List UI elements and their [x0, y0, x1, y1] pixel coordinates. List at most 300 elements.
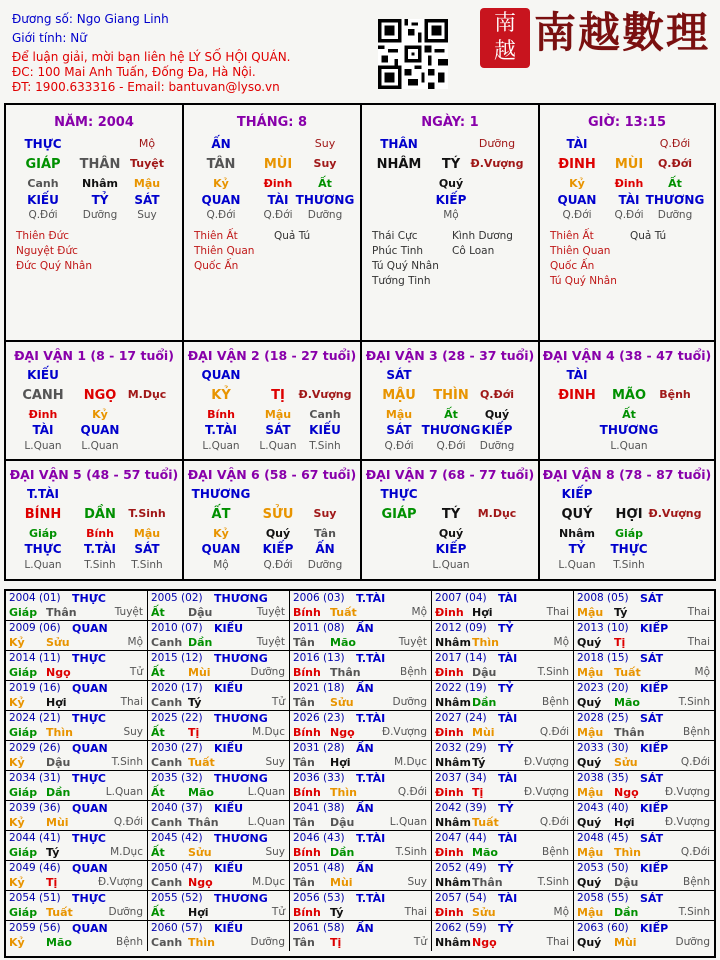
year-label: 2012 (09) [435, 622, 487, 634]
year-god: THƯƠNG [214, 652, 268, 665]
dai-van-hidden-stem: Quý [438, 527, 464, 540]
pillar-stage: Dưỡng [82, 209, 118, 221]
star-left: Đức Quý Nhân [16, 260, 92, 272]
year-stem: Đinh [435, 666, 464, 679]
year-stage: Suy [265, 846, 285, 858]
year-branch: Tị [330, 936, 342, 949]
year-branch: Thân [188, 816, 219, 829]
year-label: 2027 (24) [435, 712, 487, 724]
year-cell [290, 921, 432, 951]
year-god: T.TÀI [356, 712, 386, 725]
dai-van-hidden-stem: Giáp [614, 527, 644, 540]
year-label: 2024 (21) [9, 712, 61, 724]
year-stage: Suy [265, 756, 285, 768]
dai-van-god: KIẾU [27, 368, 59, 382]
year-stage: Bệnh [542, 696, 569, 708]
year-stem: Mậu [577, 726, 604, 739]
dai-van-hidden-god: KIẾP [481, 423, 513, 437]
year-label: 2057 (54) [435, 892, 487, 904]
year-stem: Đinh [435, 846, 464, 859]
annual-luck-grid [4, 589, 716, 958]
year-cell [574, 621, 714, 651]
year-god: QUAN [72, 682, 108, 695]
dai-van-hidden-stage: L.Quan [558, 559, 596, 571]
year-stage: Tử [413, 936, 427, 948]
year-stem: Giáp [9, 726, 38, 739]
year-label: 2026 (23) [293, 712, 345, 724]
year-stem: Nhâm [435, 936, 471, 949]
year-branch: Sửu [188, 846, 212, 859]
year-stage: Q.Đới [113, 816, 143, 828]
dai-van-hidden-god: T.TÀI [84, 542, 116, 556]
star-right: Kình Dương [452, 230, 513, 242]
pillar-god: Mộ [138, 137, 156, 150]
year-stem: Giáp [9, 846, 38, 859]
year-branch: Mùi [472, 726, 495, 739]
year-stem: Kỷ [9, 876, 25, 889]
dai-van-hidden-god: T.TÀI [205, 423, 237, 437]
pillar-stem-branch: Đ.Vượng [470, 157, 524, 170]
phone-email-line: ĐT: 1900.633316 - Email: bantuvan@lyso.vn [12, 80, 280, 94]
dai-van-hidden-stage: T.Sinh [309, 440, 341, 452]
year-branch: Tị [614, 636, 626, 649]
year-cell [6, 831, 148, 861]
client-name: Đương số: Ngo Giang Linh [12, 12, 169, 26]
dai-van-branch: TÝ [441, 507, 461, 522]
star-left: Thiên Quan [194, 245, 255, 257]
year-stage: M.Dục [110, 846, 143, 858]
year-god: TỶ [498, 922, 514, 935]
year-god: T.TÀI [356, 892, 386, 905]
year-god: TÀI [498, 592, 518, 605]
year-stem: Tân [293, 696, 315, 709]
year-stem: Nhâm [435, 636, 471, 649]
year-branch: Hợi [330, 756, 351, 769]
year-god: SÁT [640, 772, 664, 785]
year-branch: Mùi [188, 666, 211, 679]
dai-van-stem: QUÝ [561, 507, 593, 522]
year-stage: T.Sinh [537, 876, 569, 888]
year-branch: Tuất [472, 816, 499, 829]
pillar-god: Dưỡng [478, 137, 516, 150]
year-cell [148, 591, 290, 621]
dai-van-hidden-stage: Mộ [213, 559, 229, 571]
year-stage: Tử [271, 696, 285, 708]
year-branch: Tị [472, 786, 484, 799]
year-stage: Dưỡng [675, 936, 710, 948]
dai-van-cell [362, 461, 540, 579]
dai-van-hidden-stage: T.Sinh [84, 559, 116, 571]
year-god: ẤN [356, 742, 374, 755]
year-label: 2048 (45) [577, 832, 629, 844]
year-branch: Thân [46, 606, 77, 619]
year-god: THỰC [72, 892, 106, 905]
year-stage: Q.Đới [680, 756, 710, 768]
dai-van-hidden-stage: Dưỡng [307, 559, 343, 571]
year-label: 2018 (15) [577, 652, 629, 664]
year-label: 2017 (14) [435, 652, 487, 664]
brand-logo: 南越數理 [534, 8, 711, 57]
year-stem: Ất [151, 606, 165, 619]
dai-van-cell [362, 342, 540, 461]
year-branch: Mão [330, 636, 356, 649]
dai-van-cell [184, 461, 362, 579]
year-label: 2028 (25) [577, 712, 629, 724]
year-stem: Đinh [435, 606, 464, 619]
year-stage: Bệnh [116, 936, 143, 948]
star-left: Tú Quý Nhân [372, 260, 439, 272]
pillar-hidden-god: QUAN [557, 193, 597, 207]
year-god: ẤN [356, 622, 374, 635]
year-label: 2054 (51) [9, 892, 61, 904]
year-cell [432, 771, 574, 801]
year-label: 2033 (30) [577, 742, 629, 754]
dai-van-hidden-stage: L.Quan [24, 440, 62, 452]
year-god: KIẾU [214, 922, 244, 935]
year-god: SÁT [640, 652, 664, 665]
year-branch: Sửu [46, 636, 70, 649]
year-stem: Tân [293, 936, 315, 949]
year-cell [6, 741, 148, 771]
pillar-god: TÀI [566, 137, 588, 151]
year-label: 2061 (58) [293, 922, 345, 934]
pillar-stem-branch: TÂN [206, 157, 236, 172]
year-cell [432, 711, 574, 741]
dai-van-stem: CANH [22, 388, 64, 403]
dai-van-hidden-god: QUAN [80, 423, 120, 437]
year-stage: Tử [129, 666, 143, 678]
dai-van-hidden-god: SÁT [265, 423, 291, 437]
dai-van-hidden-stage: L.Quan [24, 559, 62, 571]
year-label: 2050 (47) [151, 862, 203, 874]
year-god: THỰC [72, 652, 106, 665]
pillar-hidden-stem: Quý [438, 177, 464, 190]
year-cell [574, 681, 714, 711]
year-stem: Mậu [577, 786, 604, 799]
year-stage: Dưỡng [250, 666, 285, 678]
year-branch: Mão [46, 936, 72, 949]
year-label: 2037 (34) [435, 772, 487, 784]
year-branch: Hợi [614, 816, 635, 829]
dai-van-branch: TỊ [271, 388, 285, 403]
year-label: 2035 (32) [151, 772, 203, 784]
year-label: 2014 (11) [9, 652, 61, 664]
year-branch: Ngọ [614, 786, 639, 799]
year-god: QUAN [72, 862, 108, 875]
dai-van-title: ĐẠI VẬN 1 (8 - 17 tuổi) [14, 348, 174, 363]
dai-van-hidden-stage: Dưỡng [479, 440, 515, 452]
year-god: SÁT [640, 832, 664, 845]
year-stem: Quý [577, 756, 602, 769]
year-stem: Mậu [577, 906, 604, 919]
year-god: T.TÀI [356, 652, 386, 665]
star-left: Thiên Ất [550, 230, 594, 242]
year-cell [148, 891, 290, 921]
year-branch: Dần [330, 846, 355, 859]
year-stage: Đ.Vượng [664, 816, 710, 828]
year-branch: Tuất [330, 606, 357, 619]
year-cell [148, 921, 290, 951]
pillar-hidden-god: THƯƠNG [295, 193, 355, 207]
dai-van-title: ĐẠI VẬN 2 (18 - 27 tuổi) [187, 348, 357, 363]
year-god: KIẾP [640, 862, 669, 875]
year-stem: Bính [293, 786, 321, 799]
pillar-stem-branch: Tuyệt [129, 157, 164, 170]
star-left: Quốc Ấn [194, 260, 239, 272]
year-label: 2045 (42) [151, 832, 203, 844]
dai-van-god: KIẾP [561, 487, 593, 501]
star-left: Thiên Ất [194, 230, 238, 242]
year-label: 2043 (40) [577, 802, 629, 814]
year-cell [290, 711, 432, 741]
year-branch: Ngọ [472, 936, 497, 949]
year-label: 2008 (05) [577, 592, 629, 604]
dai-van-cell [540, 461, 714, 579]
year-stage: Mộ [411, 606, 427, 618]
year-god: TỶ [498, 622, 514, 635]
year-stem: Kỷ [9, 816, 25, 829]
pillar-hidden-stem: Mậu [133, 177, 161, 190]
year-cell [290, 831, 432, 861]
year-god: KIẾP [640, 742, 669, 755]
year-god: SÁT [640, 592, 664, 605]
year-label: 2013 (10) [577, 622, 629, 634]
year-stage: Bệnh [400, 666, 427, 678]
year-stage: Thai [404, 906, 427, 918]
year-branch: Sửu [330, 696, 354, 709]
year-stage: Q.Đới [680, 846, 710, 858]
year-label: 2016 (13) [293, 652, 345, 664]
pillar-hidden-stem: Kỷ [569, 177, 585, 190]
dai-van-hidden-stem: Bính [207, 408, 235, 421]
year-branch: Tý [46, 846, 60, 859]
year-stem: Mậu [577, 606, 604, 619]
gender: Giới tính: Nữ [12, 31, 87, 45]
year-label: 2034 (31) [9, 772, 61, 784]
year-stage: Bệnh [683, 876, 710, 888]
year-label: 2042 (39) [435, 802, 487, 814]
year-branch: Tý [188, 696, 202, 709]
year-stem: Canh [151, 696, 183, 709]
year-label: 2044 (41) [9, 832, 61, 844]
qr-code [378, 19, 448, 89]
year-stem: Giáp [9, 786, 38, 799]
year-stage: L.Quan [247, 786, 285, 798]
year-cell [290, 891, 432, 921]
year-god: T.TÀI [356, 772, 386, 785]
year-god: QUAN [72, 802, 108, 815]
year-label: 2004 (01) [9, 592, 61, 604]
pillar-cell [540, 105, 714, 342]
year-branch: Tuất [188, 756, 215, 769]
year-stem: Quý [577, 696, 602, 709]
year-stage: Đ.Vượng [664, 786, 710, 798]
year-cell [290, 621, 432, 651]
year-god: THỰC [72, 832, 106, 845]
dai-van-hidden-stage: Q.Đới [384, 440, 414, 452]
year-stage: Thai [546, 606, 569, 618]
pillar-stem-branch: Q.Đới [657, 157, 693, 170]
year-cell [148, 711, 290, 741]
pillar-title: GIỜ: 13:15 [588, 115, 666, 130]
pillar-stem-branch: GIÁP [25, 157, 61, 172]
year-stage: T.Sinh [111, 756, 143, 768]
dai-van-title: ĐẠI VẬN 3 (28 - 37 tuổi) [365, 348, 535, 363]
pillar-stage: Mộ [443, 209, 459, 221]
year-label: 2049 (46) [9, 862, 61, 874]
year-stem: Giáp [9, 906, 38, 919]
dai-van-hidden-god: TỶ [568, 542, 586, 556]
pillar-hidden-god: SÁT [134, 193, 160, 207]
dai-van-hidden-stem: Mậu [385, 408, 413, 421]
pillar-hidden-god: TỶ [91, 193, 109, 207]
year-stage: Đ.Vượng [523, 786, 569, 798]
year-stage: M.Dục [252, 876, 285, 888]
year-branch: Ngọ [188, 876, 213, 889]
year-cell [574, 591, 714, 621]
year-god: TÀI [498, 652, 518, 665]
dai-van-stem: ẤT [211, 507, 231, 522]
dai-van-branch: NGỌ [83, 388, 117, 403]
year-branch: Tị [188, 726, 200, 739]
year-cell [6, 891, 148, 921]
year-label: 2006 (03) [293, 592, 345, 604]
year-stem: Mậu [577, 846, 604, 859]
year-branch: Mùi [46, 816, 69, 829]
year-branch: Dậu [330, 816, 355, 829]
year-branch: Hợi [188, 906, 209, 919]
dai-van-hidden-stage: Q.Đới [436, 440, 466, 452]
year-label: 2059 (56) [9, 922, 61, 934]
pillar-stem-branch: MÙI [263, 157, 293, 172]
year-stage: Suy [123, 726, 143, 738]
year-stage: Mộ [127, 636, 143, 648]
year-branch: Thìn [614, 846, 641, 859]
year-cell [574, 861, 714, 891]
year-stage: T.Sinh [678, 906, 710, 918]
pillar-cell [6, 105, 184, 342]
dai-van-hidden-god: THƯƠNG [421, 423, 481, 437]
star-left: Tú Quý Nhân [550, 275, 617, 287]
year-label: 2011 (08) [293, 622, 345, 634]
year-stage: Thai [546, 936, 569, 948]
year-label: 2019 (16) [9, 682, 61, 694]
dai-van-hidden-god: THƯƠNG [599, 423, 659, 437]
dai-van-hidden-stage: L.Quan [610, 440, 648, 452]
dai-van-cell [6, 342, 184, 461]
year-label: 2047 (44) [435, 832, 487, 844]
year-cell [432, 651, 574, 681]
year-god: TỶ [498, 802, 514, 815]
dai-van-hidden-god: SÁT [386, 423, 412, 437]
year-label: 2030 (27) [151, 742, 203, 754]
red-seal-stamp: 南 越 [480, 8, 530, 68]
year-stage: Dưỡng [108, 906, 143, 918]
year-cell [432, 591, 574, 621]
year-branch: Mão [188, 786, 214, 799]
dai-van-title: ĐẠI VẬN 8 (78 - 87 tuổi) [542, 467, 712, 482]
dai-van-stage: Suy [313, 507, 337, 520]
pillar-stem-branch: MÙI [614, 157, 644, 172]
year-god: KIẾU [214, 622, 244, 635]
year-cell [148, 861, 290, 891]
dai-van-hidden-stem: Kỷ [92, 408, 108, 421]
dai-van-hidden-stem: Ất [622, 408, 636, 421]
pillar-hidden-stem: Nhâm [82, 177, 118, 190]
star-left: Quốc Ấn [550, 260, 595, 272]
year-label: 2025 (22) [151, 712, 203, 724]
year-god: QUAN [72, 742, 108, 755]
year-stage: Bệnh [683, 726, 710, 738]
year-stage: Suy [407, 876, 427, 888]
year-stage: Mộ [694, 666, 710, 678]
year-branch: Dần [472, 696, 497, 709]
chart-header [0, 0, 720, 100]
year-branch: Ngọ [46, 666, 71, 679]
year-stem: Kỷ [9, 936, 25, 949]
pillar-stage: Q.Đới [206, 209, 236, 221]
year-cell [290, 801, 432, 831]
year-stem: Đinh [435, 786, 464, 799]
year-cell [432, 831, 574, 861]
year-stem: Đinh [435, 906, 464, 919]
year-stem: Canh [151, 756, 183, 769]
dai-van-hidden-stem: Ất [444, 408, 458, 421]
dai-van-branch: DẦN [84, 507, 116, 522]
year-label: 2039 (36) [9, 802, 61, 814]
pillar-hidden-stem: Đinh [263, 177, 293, 190]
dai-van-hidden-god: TÀI [32, 423, 54, 437]
year-branch: Thìn [46, 726, 73, 739]
year-god: TÀI [498, 712, 518, 725]
year-cell [574, 801, 714, 831]
year-god: QUAN [72, 622, 108, 635]
pillar-hidden-god: QUAN [201, 193, 241, 207]
dai-van-branch: SỬU [262, 507, 294, 522]
year-stem: Bính [293, 846, 321, 859]
dai-van-hidden-god: THỰC [610, 542, 648, 556]
year-label: 2038 (35) [577, 772, 629, 784]
year-cell [290, 771, 432, 801]
dai-van-stage: Bệnh [659, 388, 691, 401]
year-stage: L.Quan [247, 816, 285, 828]
year-cell [148, 651, 290, 681]
dai-van-hidden-god: KIẾU [309, 423, 341, 437]
year-label: 2062 (59) [435, 922, 487, 934]
pillar-stage: Suy [137, 209, 157, 221]
year-god: T.TÀI [356, 592, 386, 605]
year-stem: Quý [577, 816, 602, 829]
pillar-hidden-stem: Canh [27, 177, 59, 190]
dai-van-stage: M.Dục [477, 507, 517, 520]
year-cell [6, 651, 148, 681]
year-branch: Mùi [330, 876, 353, 889]
year-branch: Tý [330, 906, 344, 919]
pillar-stage: Q.Đới [562, 209, 592, 221]
year-god: ẤN [356, 922, 374, 935]
year-cell [574, 891, 714, 921]
pillar-god: THỰC [24, 137, 62, 151]
pillar-hidden-god: TÀI [618, 193, 640, 207]
pillar-cell [184, 105, 362, 342]
year-stem: Canh [151, 816, 183, 829]
pillar-hidden-stem: Đinh [614, 177, 644, 190]
dai-van-branch: THÌN [433, 388, 469, 403]
pillar-title: NGÀY: 1 [421, 115, 479, 130]
year-cell [574, 651, 714, 681]
pillar-stage: Q.Đới [614, 209, 644, 221]
year-cell [574, 741, 714, 771]
